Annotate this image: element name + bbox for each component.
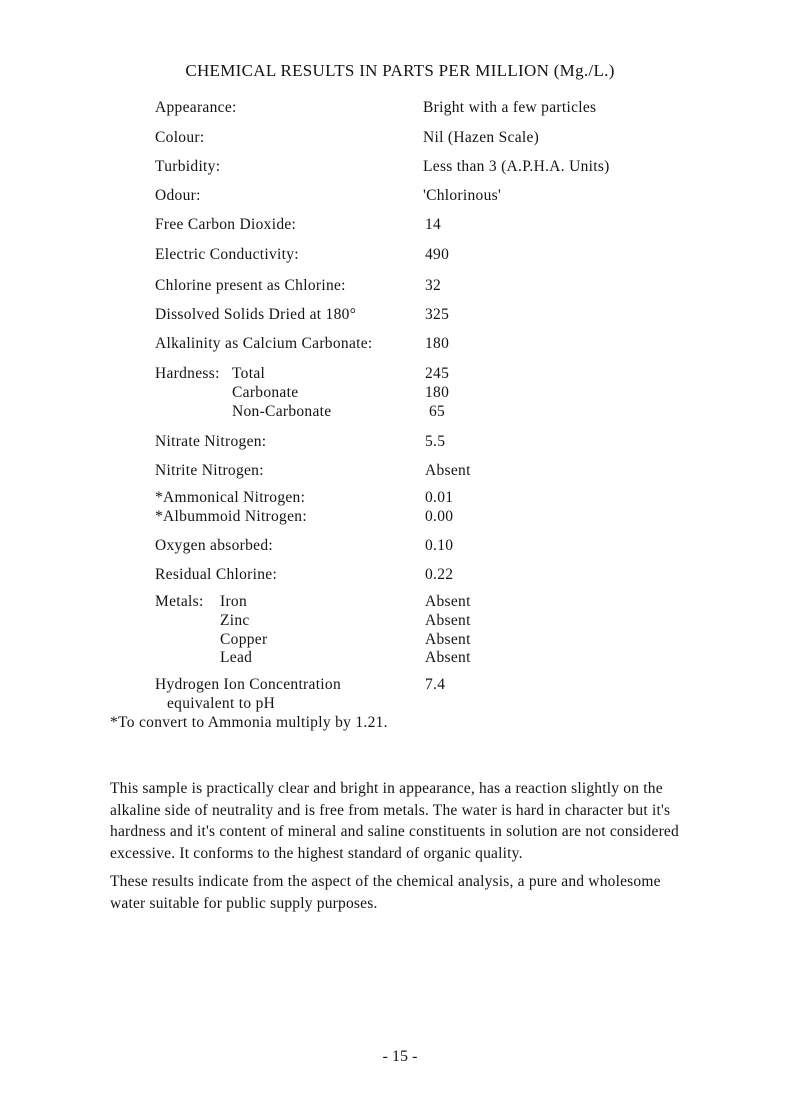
hardness-carbonate-label: Carbonate — [232, 384, 299, 401]
oxygen-value: 0.10 — [425, 537, 454, 554]
oxygen-label: Oxygen absorbed: — [155, 537, 274, 554]
ph-value: 7.4 — [425, 676, 446, 693]
odour-label: Odour: — [155, 187, 201, 204]
ammonical-label: *Ammonical Nitrogen: — [155, 489, 306, 506]
nitrite-label: Nitrite Nitrogen: — [155, 462, 264, 479]
metals-copper-label: Copper — [220, 631, 268, 648]
hardness-carbonate-value: 180 — [425, 384, 450, 401]
metals-iron-value: Absent — [425, 593, 471, 610]
ammonical-value: 0.01 — [425, 489, 454, 506]
alkalinity-value: 180 — [425, 335, 450, 352]
metals-copper-value: Absent — [425, 631, 471, 648]
appearance-label: Appearance: — [155, 99, 237, 116]
alkalinity-label: Alkalinity as Calcium Carbonate: — [155, 335, 373, 352]
albuminoid-label: *Albummoid Nitrogen: — [155, 508, 307, 525]
chlorine-label: Chlorine present as Chlorine: — [155, 277, 346, 294]
dissolved-solids-label: Dissolved Solids Dried at 180° — [155, 306, 357, 323]
nitrate-label: Nitrate Nitrogen: — [155, 433, 267, 450]
residual-chlorine-label: Residual Chlorine: — [155, 566, 278, 583]
colour-label: Colour: — [155, 129, 205, 146]
conductivity-value: 490 — [425, 246, 450, 263]
chlorine-value: 32 — [425, 277, 442, 294]
odour-value: 'Chlorinous' — [423, 187, 502, 204]
hardness-noncarbonate-label: Non-Carbonate — [232, 403, 332, 420]
hardness-total-value: 245 — [425, 365, 450, 382]
ph-label-line1: Hydrogen Ion Concentration — [155, 676, 342, 693]
nitrate-value: 5.5 — [425, 433, 446, 450]
footnote: *To convert to Ammonia multiply by 1.21. — [110, 714, 388, 731]
metals-lead-label: Lead — [220, 649, 253, 666]
metals-zinc-label: Zinc — [220, 612, 250, 629]
hardness-noncarbonate-value: 65 — [429, 403, 446, 420]
metals-label: Metals: — [155, 593, 204, 610]
summary-paragraph-2: These results indicate from the aspect of the chemical analysis, a pure and wholesome water suitable for public supply purposes. — [110, 873, 661, 912]
turbidity-value: Less than 3 (A.P.H.A. Units) — [423, 158, 610, 175]
residual-chlorine-value: 0.22 — [425, 566, 454, 583]
ph-label-line2: equivalent to pH — [167, 695, 276, 712]
turbidity-label: Turbidity: — [155, 158, 221, 175]
colour-value: Nil (Hazen Scale) — [423, 129, 540, 146]
dissolved-solids-value: 325 — [425, 306, 450, 323]
appearance-value: Bright with a few particles — [423, 99, 597, 116]
conductivity-label: Electric Conductivity: — [155, 246, 299, 263]
metals-lead-value: Absent — [425, 649, 471, 666]
metals-zinc-value: Absent — [425, 612, 471, 629]
metals-iron-label: Iron — [220, 593, 248, 610]
page-number: - 15 - — [382, 1048, 418, 1065]
free-co2-label: Free Carbon Dioxide: — [155, 216, 297, 233]
nitrite-value: Absent — [425, 462, 471, 479]
page-title: CHEMICAL RESULTS IN PARTS PER MILLION (Mg./L.) — [185, 61, 615, 80]
hardness-label: Hardness: — [155, 365, 220, 382]
summary-paragraph-1: This sample is practically clear and bright in appearance, has a reaction slightly on the alkaline side of neutrality and is free from metals. The water is hard in character but it's hardness and it's content of mineral and saline constituents in solution are not considered excessive. It conforms to the highest standard of organic quality. — [110, 780, 679, 862]
free-co2-value: 14 — [425, 216, 442, 233]
hardness-total-label: Total — [232, 365, 266, 382]
albuminoid-value: 0.00 — [425, 508, 454, 525]
